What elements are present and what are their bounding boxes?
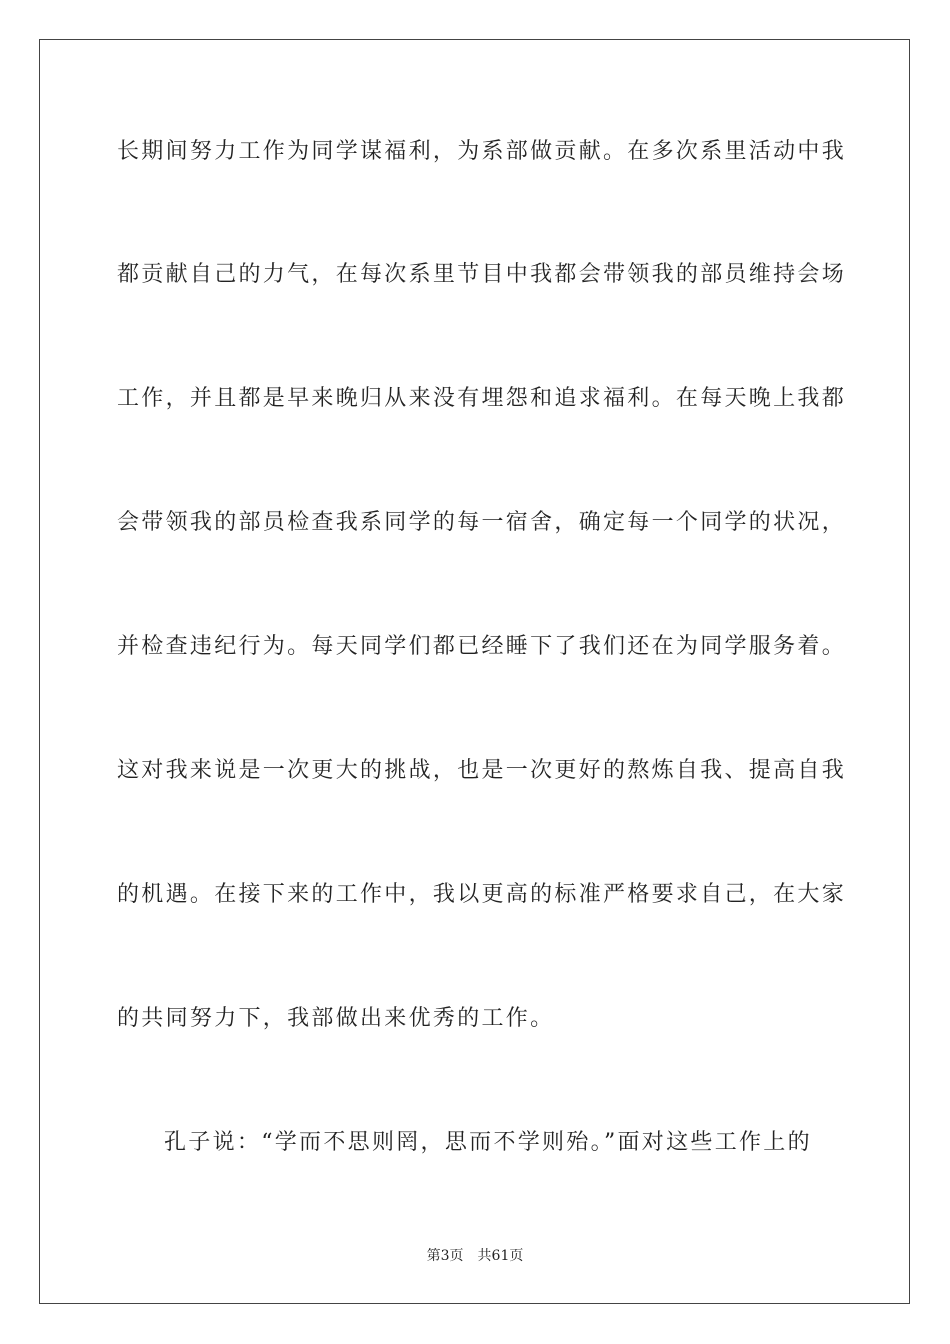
paragraph-line-2: 都贡献自己的力气，在每次系里节目中我都会带领我的部员维持会场	[117, 262, 847, 287]
paragraph-line-8: 的共同努力下，我部做出来优秀的工作。	[117, 1006, 555, 1031]
paragraph-line-3: 工作，并且都是早来晚归从来没有埋怨和追求福利。在每天晚上我都	[117, 386, 847, 411]
paragraph-line-6: 这对我来说是一次更大的挑战，也是一次更好的熬炼自我、提高自我	[117, 758, 847, 783]
paragraph-line-4: 会带领我的部员检查我系同学的每一宿舍，确定每一个同学的状况，	[117, 510, 847, 535]
page-footer	[0, 1246, 950, 1266]
paragraph-line-9: 孔子说：“学而不思则罔，思而不学则殆。”面对这些工作上的	[164, 1130, 812, 1155]
paragraph-line-5: 并检查违纪行为。每天同学们都已经睡下了我们还在为同学服务着。	[117, 634, 847, 659]
page-total: 共61页	[477, 1248, 524, 1264]
page-number: 第3页	[426, 1248, 464, 1264]
paragraph-line-7: 的机遇。在接下来的工作中，我以更高的标准严格要求自己，在大家	[117, 882, 847, 907]
page-border	[39, 39, 910, 1304]
paragraph-line-1: 长期间努力工作为同学谋福利，为系部做贡献。在多次系里活动中我	[117, 139, 847, 164]
